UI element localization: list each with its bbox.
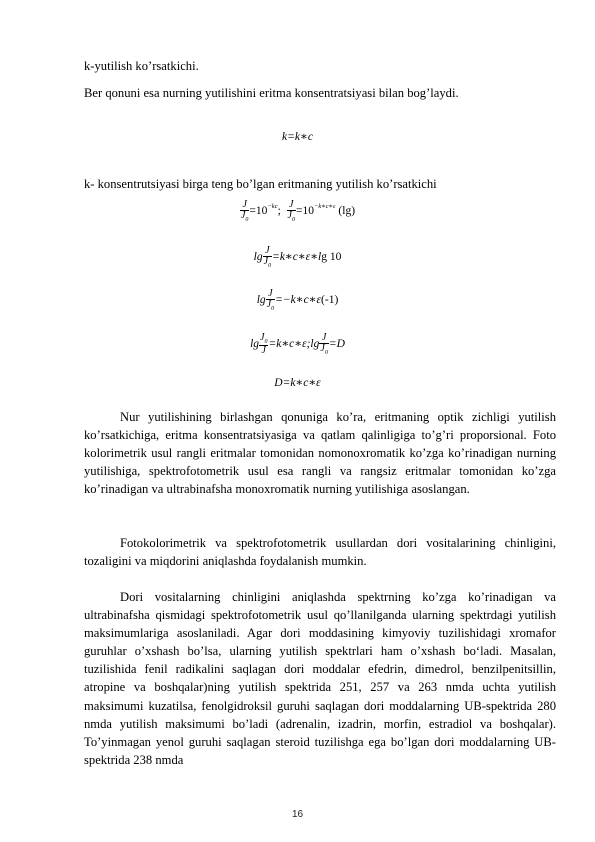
page-number: 16 bbox=[291, 809, 304, 820]
fraction: $\frac{J}{J_0}$ bbox=[263, 245, 272, 269]
paragraph-1: Nur yutilishining birlashgan qonuniga ko’ra, eritmaning optik zichligi yutilish ko’rsatkichiga, eritma konsentratsiyasiga va qatlam qalinligiga to’g’ri proporsional. Foto kolorimetrik usul rangli eritmalar tomonidan nomonoxromatik ko’zga ko’rinadigan nurning yutilishiga, spektrofotometrik usul esa rangli va rangsiz eritmalar tomonidan ko’zga ko’rinadigan va ultrabinafsha monoxromatik nurning yutilishiga asoslangan. bbox=[84, 410, 556, 497]
fraction: $\frac{J}{J_0}$ bbox=[240, 199, 249, 223]
text-line-3: k- konsentrutsiyasi birga teng bo’lgan eritmaning yutilish ko’rsatkichi bbox=[84, 177, 437, 191]
formula-2: lg $\frac{J}{J_0}$ =k∗c∗ε∗lg 10 bbox=[253, 245, 342, 269]
fraction: $\frac{J}{J_0}$ bbox=[287, 199, 295, 223]
fraction: $\frac{J}{J_0}$ bbox=[266, 288, 275, 312]
paragraph-2: Fotokolorimetrik va spektrofotometrik usullardan dori vositalarining chinligini, tozaligini va miqdorini aniqlashda foydalanish mumkin. bbox=[84, 536, 556, 569]
formula-k: k=k∗c bbox=[282, 131, 313, 143]
text-line-1: k-yutilish ko’rsatkichi. bbox=[84, 59, 199, 73]
paragraph-3: Dori vositalarning chinligini aniqlashda spektrning ko’zga ko’rinadigan va ultrabinafsha qismidagi spektrofotometrik usul qo’llanilganda ularning spektrdagi yutilish maksimumlariga asoslaniladi. Agar dori moddasining kimyoviy tuzilishidagi xromafor guruhlar o’xshash bo’lsa, ularning yutilish spektrlari ham o’xshash bo‘ladi. Masalan, tuzilishida fenil radikalini saqlagan dori moddalar efedrin, dimedrol, benzilpenitsillin, atropine va boshqalar)ning yutilish spektrida 251, 257 va 263 nmda uchta yutilish maksimumi kuzatilsa, fenolgidroksil guruhi saqlagan dori moddalarning UB-spektrida 280 nmda yutilish maksimumi bo’ladi (adrenalin, izadrin, morfin, estradiol va boshqalar). To’yinmagan yenol guruhi saqlagan steroid tuzilishga ega bo’lgan dori moddalarning UB-spektrida 238 nmda bbox=[84, 590, 556, 767]
formula-5: D=k∗c∗ε bbox=[274, 377, 321, 389]
formula-3: lg $\frac{J}{J_0}$ =−k∗c∗ε(-1) bbox=[256, 288, 339, 312]
fraction: $\frac{J}{J_0}$ bbox=[320, 332, 328, 356]
formula-4: lg $\frac{J_0}{J}$ =k∗c∗ε;lg $\frac{J}{J_0}$ =D bbox=[250, 332, 345, 356]
text-line-2: Ber qonuni esa nurning yutilishini eritma konsentratsiyasi bilan bog’laydi. bbox=[84, 86, 459, 100]
formula-1: $\frac{J}{J_0}$ $=10^{-kc}$; $\frac{J}{J_0}$ $=10^{-k∗c∗\varepsilon}$ (lg) bbox=[240, 199, 356, 223]
fraction: $\frac{J_0}{J}$ bbox=[260, 332, 268, 356]
